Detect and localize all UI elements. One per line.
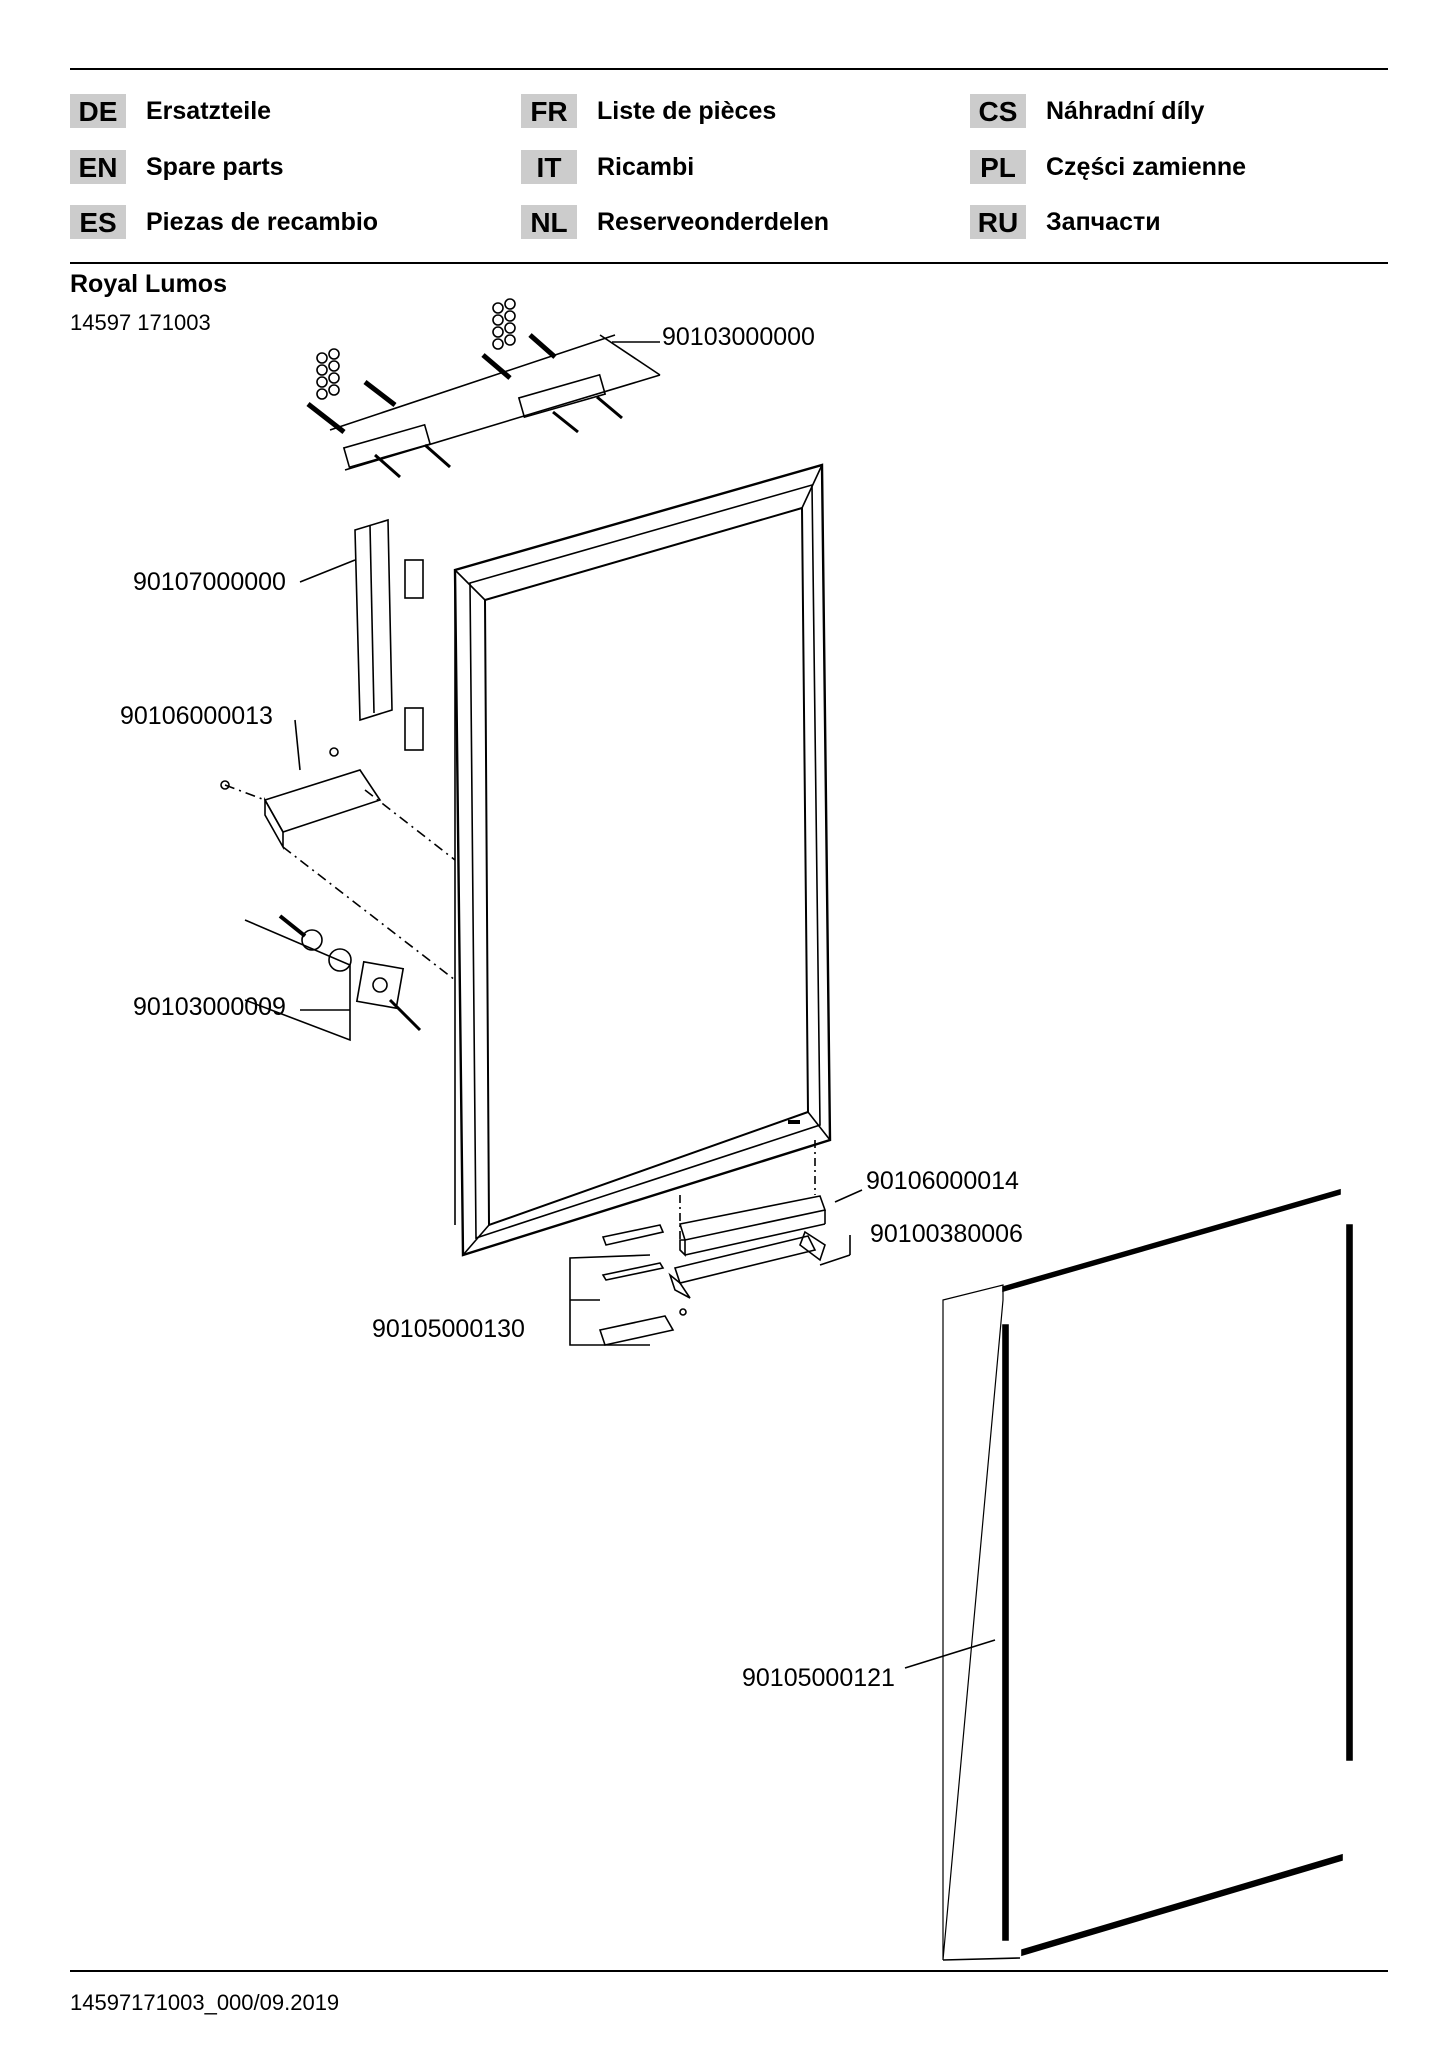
lang-code: IT <box>521 150 577 184</box>
side-profile <box>300 520 423 750</box>
lang-code: EN <box>70 150 126 184</box>
lang-code: NL <box>521 205 577 239</box>
wall-bracket-kit <box>308 299 660 477</box>
clip-bracket <box>670 1232 850 1298</box>
lang-label: Piezas de recambio <box>146 207 379 236</box>
lang-label: Запчасти <box>1046 207 1161 236</box>
part-label-wall-fixing-set: 90103000009 <box>133 993 286 1021</box>
lang-label: Ersatzteile <box>146 96 272 125</box>
lang-code: PL <box>970 150 1026 184</box>
lang-label: Náhradní díly <box>1046 96 1205 125</box>
lang-label: Spare parts <box>146 152 284 181</box>
part-label-switch-module: 90106000014 <box>866 1167 1019 1195</box>
part-label-clip-bracket: 90100380006 <box>870 1220 1023 1248</box>
alignment-lines <box>680 1140 815 1240</box>
driver-unit <box>221 720 455 980</box>
lang-label: Liste de pièces <box>597 96 777 125</box>
document-code: 14597171003_000/09.2019 <box>70 1990 340 2015</box>
part-label-side-profile: 90107000000 <box>133 568 286 596</box>
lang-code: ES <box>70 205 126 239</box>
lang-code: RU <box>970 205 1026 239</box>
bottom-cover-set <box>570 1225 686 1345</box>
mirror-frame <box>455 465 830 1255</box>
lang-code: FR <box>521 94 577 128</box>
part-label-led-strip: 90105000121 <box>742 1664 895 1692</box>
part-label-bottom-cover-set: 90105000130 <box>372 1315 525 1343</box>
part-label-mounting-kit: 90103000000 <box>662 323 815 351</box>
lang-code: CS <box>970 94 1026 128</box>
product-number: 14597 171003 <box>70 310 211 335</box>
lang-label: Części zamienne <box>1046 152 1247 181</box>
part-label-driver-unit: 90106000013 <box>120 702 273 730</box>
lang-label: Reserveonderdelen <box>597 207 830 236</box>
footer-rule <box>70 1970 1388 1972</box>
led-strip <box>905 1190 1352 1960</box>
lang-label: Ricambi <box>597 152 695 181</box>
product-name: Royal Lumos <box>70 270 227 298</box>
lang-code: DE <box>70 94 126 128</box>
